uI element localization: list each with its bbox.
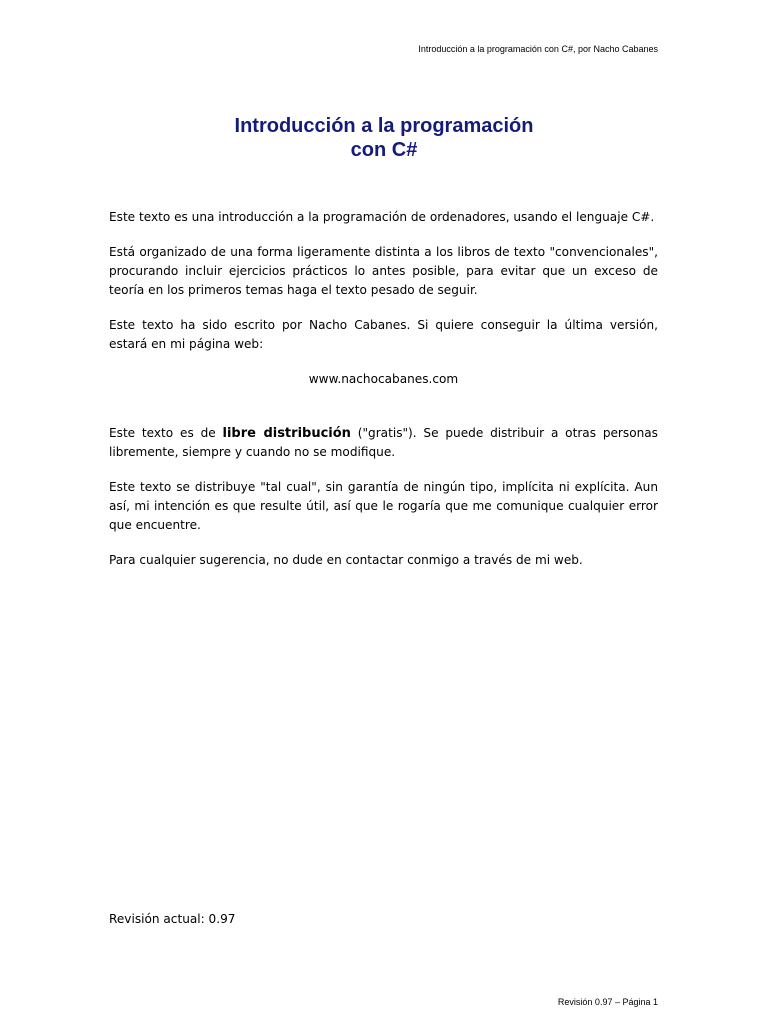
paragraph-disclaimer: Este texto se distribuye "tal cual", sin garantía de ningún tipo, implícita ni explícita. Aun así, mi intención es que resulte útil, así que le rogaría que me comunique cualquier error que encuentre. [109, 480, 658, 532]
license-text-before: Este texto es de [109, 426, 223, 440]
document-title-line-1: Introducción a la programación [234, 115, 534, 137]
running-header: Introducción a la programación con C#, por Nacho Cabanes [418, 44, 658, 54]
document-title [0, 114, 768, 162]
paragraph-organization: Está organizado de una forma ligeramente distinta a los libros de texto "convencionales", procurando incluir ejercicios prácticos lo antes posible, para evitar que un exceso de teoría en los primeros temas haga el texto pesado de seguir. [109, 245, 658, 297]
license-bold-term: libre distribución [222, 426, 351, 441]
website-url: www.nachocabanes.com [308, 372, 459, 386]
license-text-after: ("gratis"). Se puede distribuir a otras personas libremente, siempre y cuando no se modifique. [109, 426, 658, 459]
revision-label: Revisión actual: 0.97 [109, 912, 236, 926]
paragraph-author: Este texto ha sido escrito por Nacho Cabanes. Si quiere conseguir la última versión, estará en mi página web: [109, 318, 658, 351]
paragraph-intro: Este texto es una introducción a la programación de ordenadores, usando el lenguaje C#. [109, 210, 655, 224]
paragraph-license [109, 424, 658, 462]
paragraph-contact: Para cualquier sugerencia, no dude en contactar conmigo a través de mi web. [109, 553, 583, 567]
page-footer: Revisión 0.97 – Página 1 [557, 997, 658, 1007]
document-title-line-2: con C# [350, 139, 418, 161]
document-body [109, 208, 658, 586]
